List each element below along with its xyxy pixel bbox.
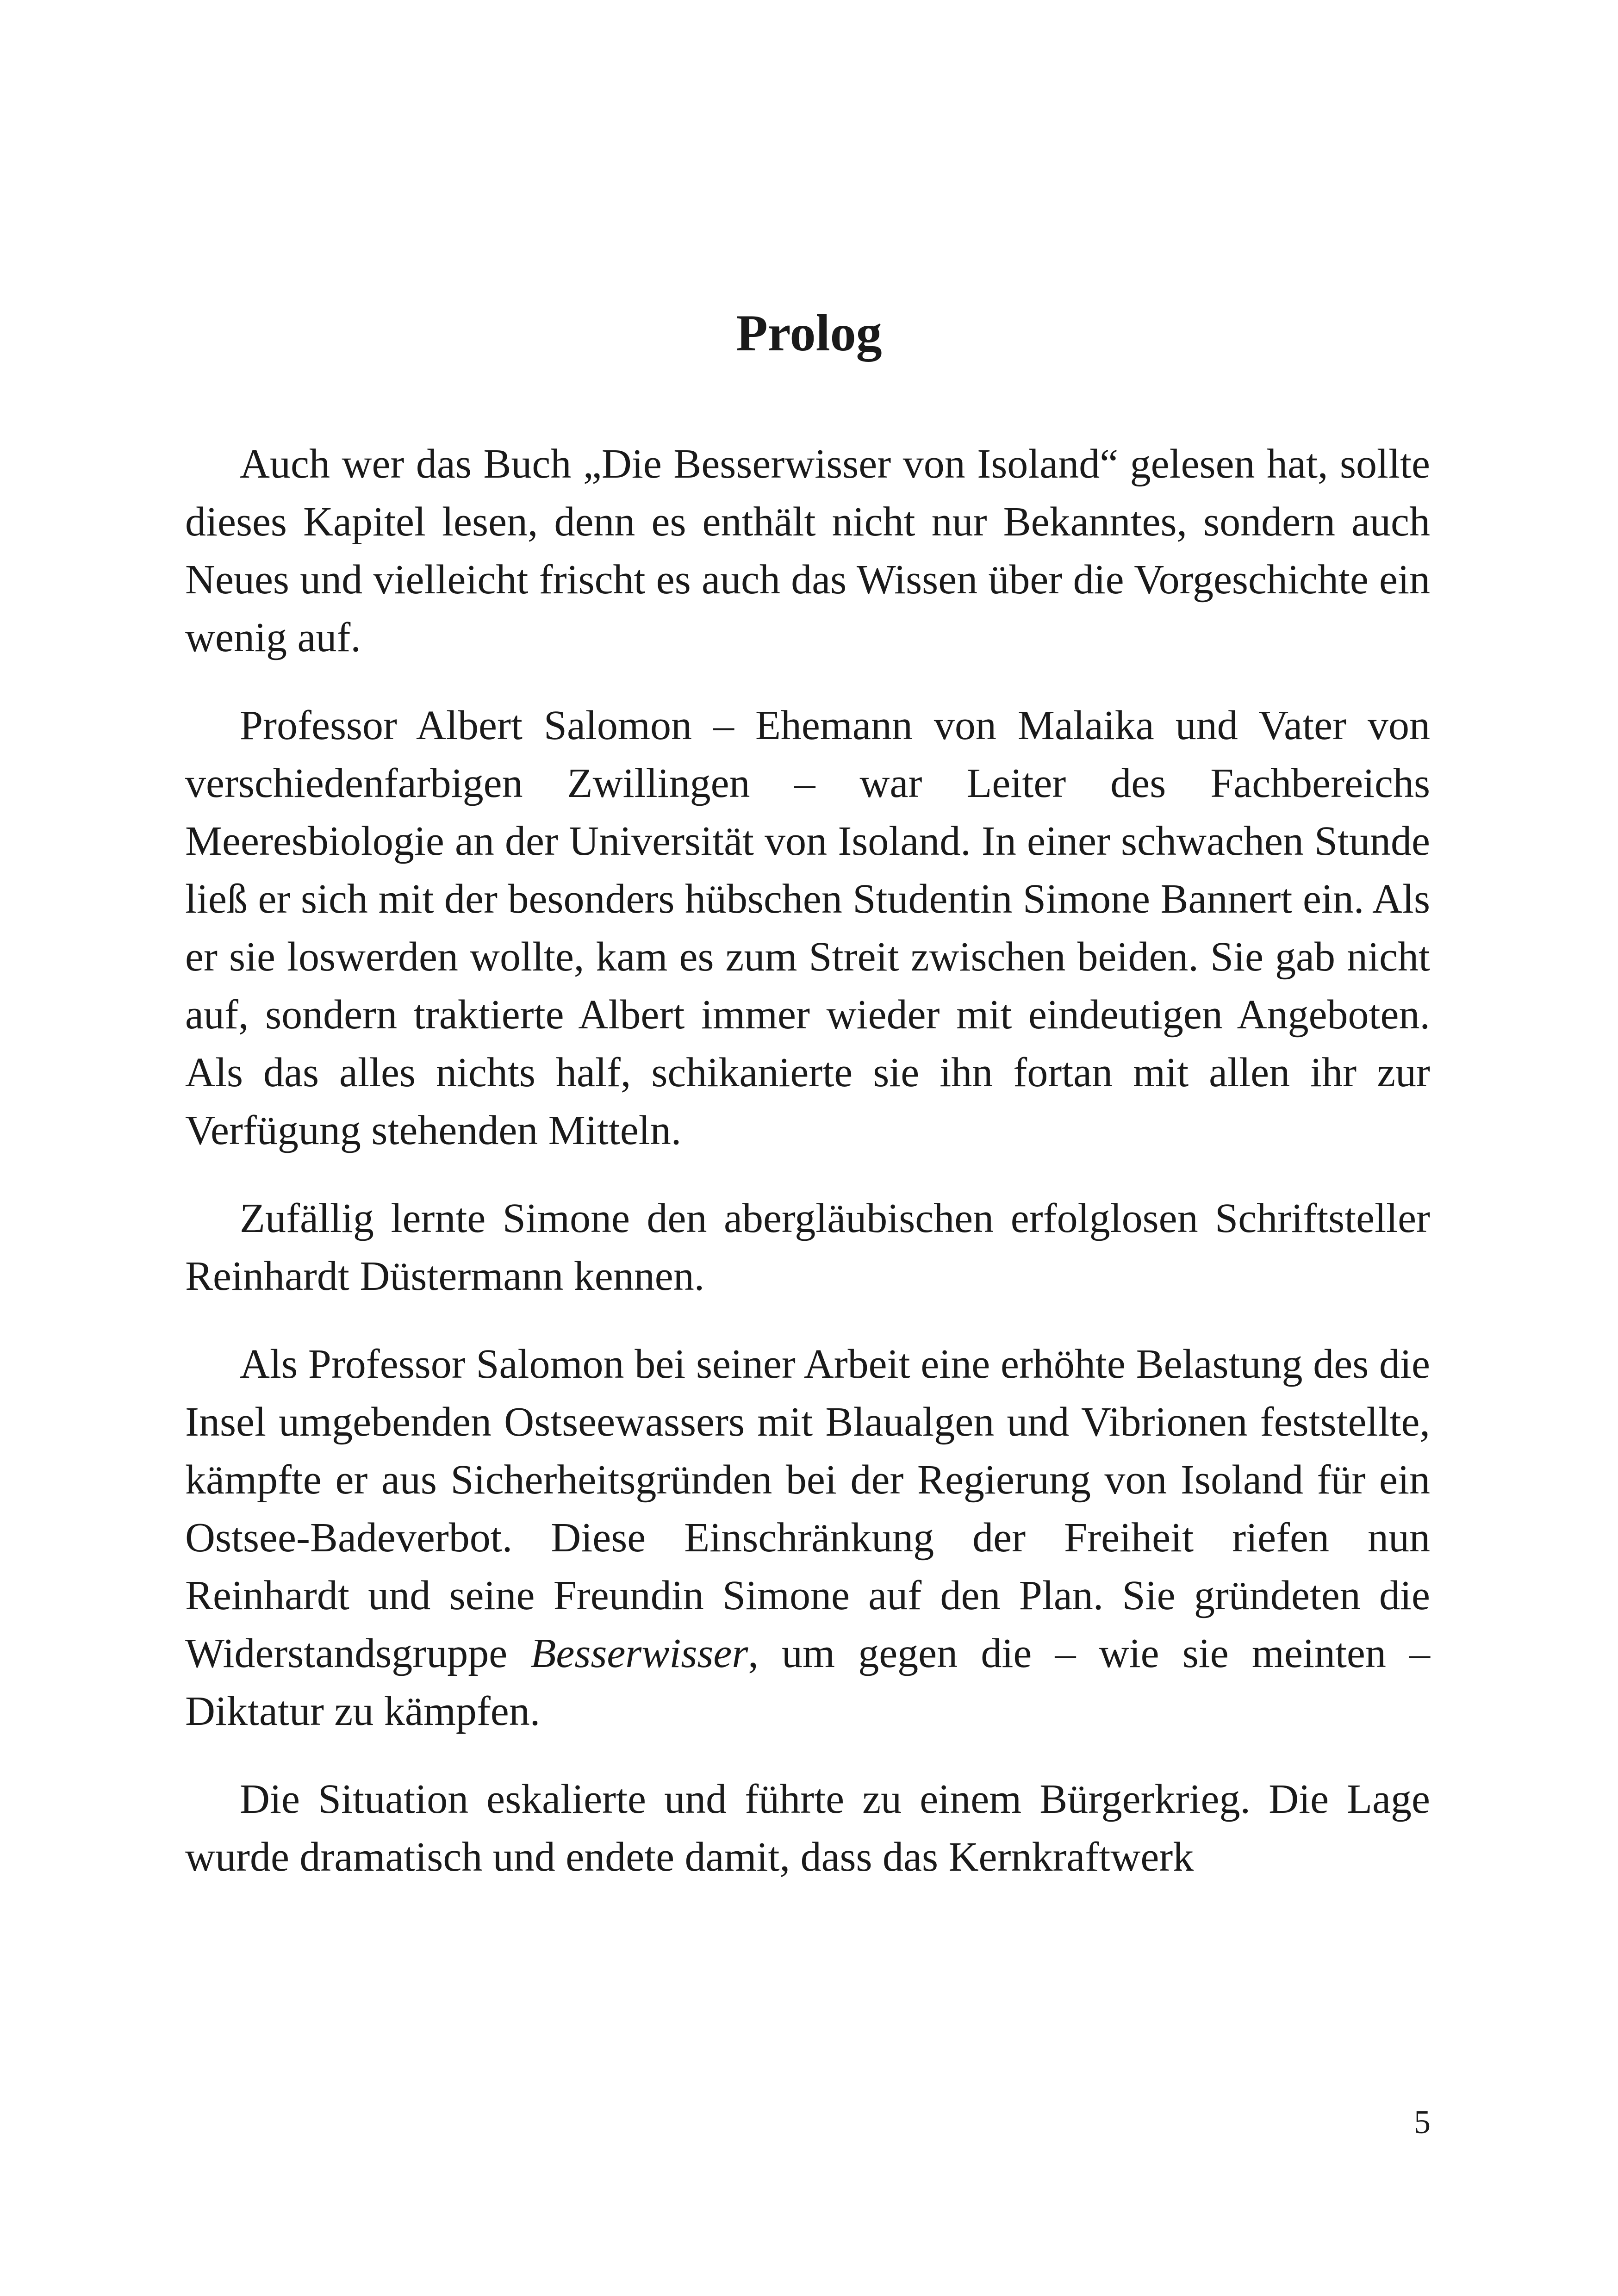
page-number: 5 <box>1414 2103 1431 2140</box>
paragraph-2: Professor Albert Salomon – Ehemann von Malaika und Vater von verschiedenfarbigen Zwillingen – war Leiter des Fachbereichs Meeresbiologie an der Universität von Isoland. In einer schwachen Stunde ließ er sich mit der besonders hübschen Studentin Simone Bannert ein. Als er sie loswerden wollte, kam es zum Streit zwischen beiden. Sie gab nicht auf, sondern traktierte Albert immer wieder mit eindeutigen Angeboten. Als das alles nichts half, schikanierte sie ihn fortan mit allen ihr zur Verfügung stehenden Mitteln. <box>185 703 1430 1153</box>
paragraph-3: Zufällig lernte Simone den abergläubischen erfolglosen Schriftsteller Reinhardt Düstermann kennen. <box>185 1195 1430 1299</box>
paragraph-5: Die Situation eskalierte und führte zu einem Bürgerkrieg. Die Lage wurde dramatisch und endete damit, dass das Kernkraftwerk <box>185 1776 1430 1880</box>
chapter-body <box>185 435 1430 1916</box>
paragraph-4-text-start: Als Professor Salomon bei seiner Arbeit eine erhöhte Belastung des die Insel umgebenden Ostseewassers mit Blaualgen und Vibrionen feststellte, kämpfte er aus Sicherheitsgründen bei der Regierung von Isoland für ein Ostsee-Badeverbot. Diese Einschränkung der Freiheit riefen nun Reinhardt und seine Freundin Simone auf den Plan. Sie gründeten die Widerstandsgruppe <box>185 1341 1430 1676</box>
paragraph-4 <box>185 1335 1430 1740</box>
group-name-emphasis: Besserwisser <box>530 1630 748 1676</box>
chapter-title: Prolog <box>736 305 882 362</box>
paragraph-1: Auch wer das Buch „Die Besserwisser von Isoland“ gelesen hat, sollte dieses Kapitel lesen, denn es enthält nicht nur Bekanntes, sondern auch Neues und vielleicht frischt es auch das Wissen über die Vorgeschichte ein wenig auf. <box>185 441 1430 660</box>
paragraph-4-text-end: , um gegen die – wie sie meinten – Diktatur zu kämpfen. <box>185 1630 1430 1734</box>
